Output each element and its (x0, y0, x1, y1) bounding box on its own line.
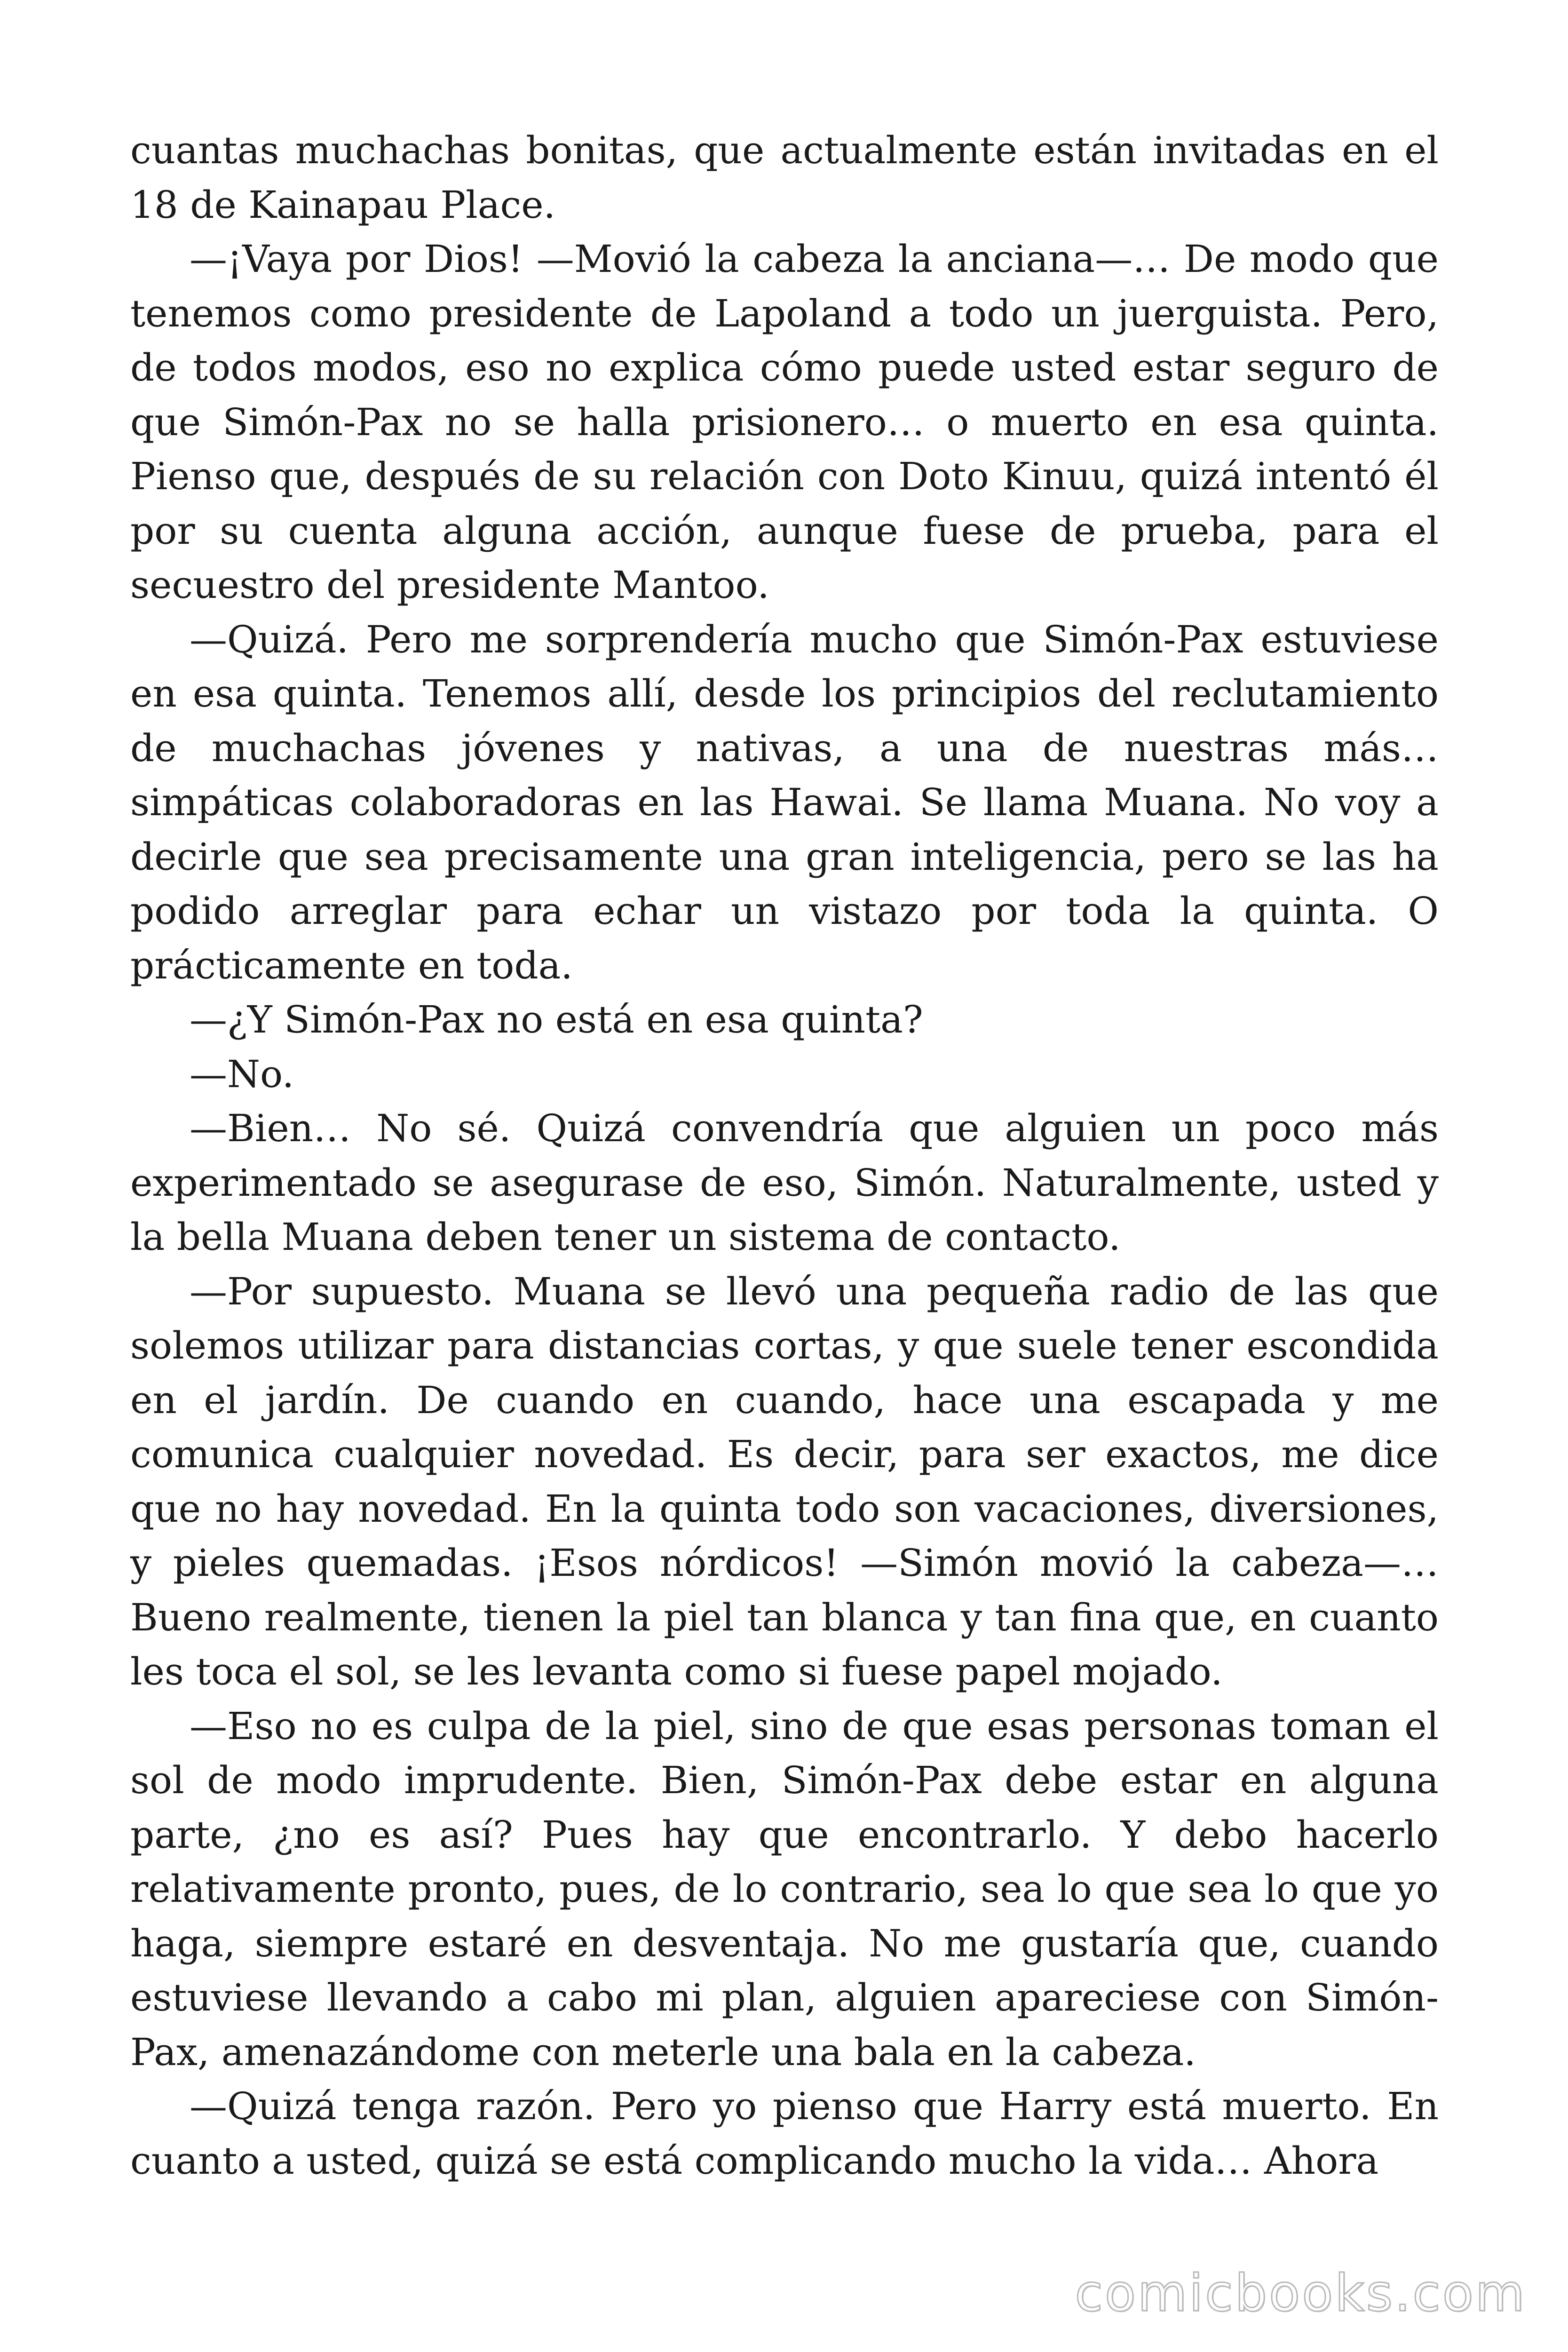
paragraph-2: —¡Vaya por Dios! —Movió la cabeza la anciana—… De modo que tenemos como presidente de Lapoland a todo un juerguista. Pero, de todos modos, eso no explica cómo puede usted estar seguro de que Simón-Pax no se halla prisionero… o muerto en esa quinta. Pienso que, después de su relación con Doto Kinuu, quizá intentó él por su cuenta alguna acción, aunque fuese de prueba, para el secuestro del presidente Mantoo. (130, 237, 1439, 607)
paragraph-1: cuantas muchachas bonitas, que actualmente están invitadas en el 18 de Kainapau Place. (130, 128, 1439, 227)
paragraph-5: —No. (190, 1052, 294, 1096)
paragraph-3: —Quizá. Pero me sorprendería mucho que Simón-Pax estuviese en esa quinta. Tenemos allí, desde los principios del reclutamiento de muchachas jóvenes y nativas, a una de nuestras más… simpáticas colaboradoras en las Hawai. Se llama Muana. No voy a decirle que sea precisamente una gran inteligencia, pero se las ha podido arreglar para echar un vistazo por toda la quinta. O prácticamente en toda. (130, 617, 1439, 987)
paragraph-4: —¿Y Simón-Pax no está en esa quinta? (190, 998, 923, 1041)
paragraph-9: —Quizá tenga razón. Pero yo pienso que Harry está muerto. En cuanto a usted, quizá se está complicando mucho la vida… Ahora (130, 2084, 1439, 2183)
body-text (130, 123, 1439, 2188)
paragraph-6: —Bien… No sé. Quizá convendría que alguien un poco más experimentado se asegurase de eso, Simón. Naturalmente, usted y la bella Muana deben tener un sistema de contacto. (130, 1106, 1439, 1259)
paragraph-8: —Eso no es culpa de la piel, sino de que esas personas toman el sol de modo imprudente. Bien, Simón-Pax debe estar en alguna parte, ¿no es así? Pues hay que encontrarlo. Y debo hacerlo relativamente pronto, pues, de lo contrario, sea lo que sea lo que yo haga, siempre estaré en desventaja. No me gustaría que, cuando estuviese llevando a cabo mi plan, alguien apareciese con Simón-Pax, amenazándome con meterle una bala en la cabeza. (130, 1704, 1439, 2074)
paragraph-7: —Por supuesto. Muana se llevó una pequeña radio de las que solemos utilizar para distancias cortas, y que suele tener escondida en el jardín. De cuando en cuando, hace una escapada y me comunica cualquier novedad. Es decir, para ser exactos, me dice que no hay novedad. En la quinta todo son vacaciones, diversiones, y pieles quemadas. ¡Esos nórdicos! —Simón movió la cabeza—… Bueno realmente, tienen la piel tan blanca y tan fina que, en cuanto les toca el sol, se les levanta como si fuese papel mojado. (130, 1269, 1439, 1693)
watermark: comicbooks.com (1075, 2264, 1527, 2323)
